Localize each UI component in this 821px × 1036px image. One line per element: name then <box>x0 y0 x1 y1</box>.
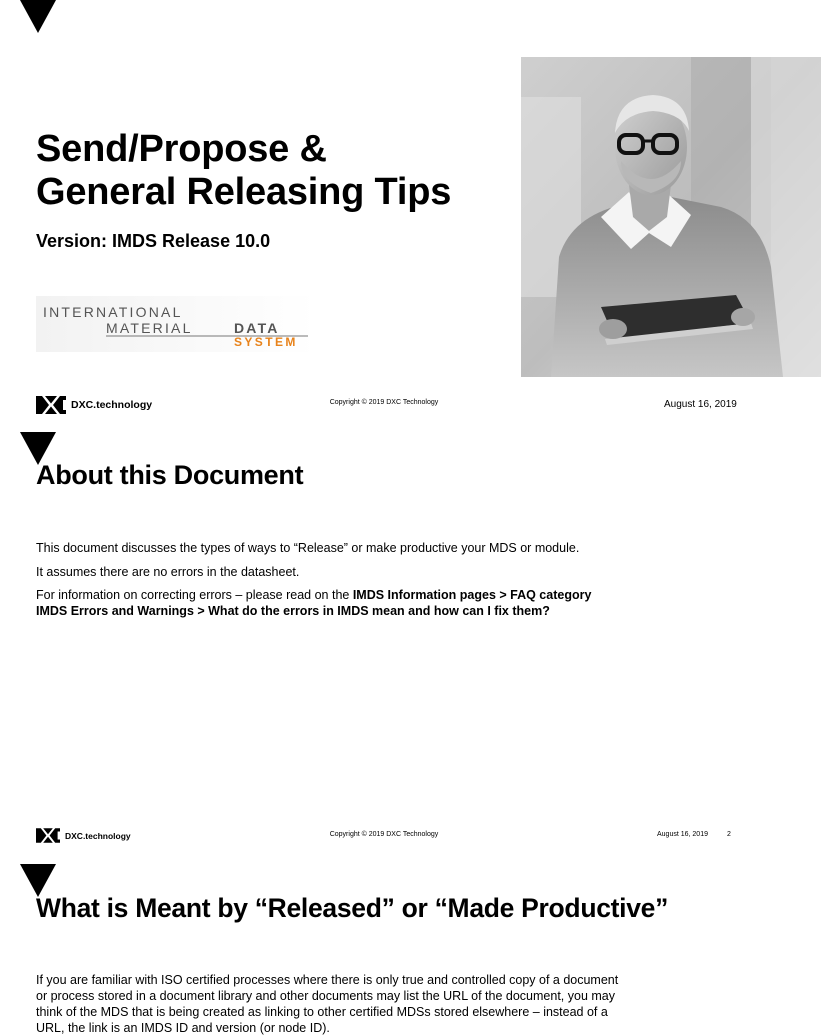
paragraph-1: This document discusses the types of ways to “Release” or make productive your MDS or module. <box>36 541 580 555</box>
title-line-2: General Releasing Tips <box>36 171 452 213</box>
slide-heading: What is Meant by “Released” or “Made Productive” <box>36 893 669 923</box>
logo-line-3: SYSTEM <box>234 335 298 349</box>
title-line-1: Send/Propose & <box>36 128 327 170</box>
paragraph-3 <box>36 587 606 619</box>
faq-path-link-text: IMDS Information pages > FAQ category IMDS Errors and Warnings > What do the errors in IMDS mean and how can I fix them? <box>36 588 592 618</box>
page-number: 2 <box>727 831 731 838</box>
copyright-text: Copyright © 2019 DXC Technology <box>329 831 439 838</box>
logo-line-2b: DATA <box>234 320 280 336</box>
version-label: Version: IMDS Release 10.0 <box>36 231 271 251</box>
released-slide <box>0 860 768 1035</box>
footer <box>0 396 768 418</box>
about-slide <box>0 428 768 860</box>
company-name: DXC.technology <box>65 830 131 841</box>
title-slide <box>0 0 768 428</box>
footer <box>0 828 768 850</box>
paragraph-1: If you are familiar with ISO certified processes where there is only true and controlled copy of a document or process stored in a document library and other documents may list the URL of the document, you may think of the MDS that is being created as linking to other certified MDSs stored elsewhere – instead of a URL, the link is an IMDS ID and version (or node ID). <box>36 973 619 1035</box>
paragraph-3-text: For information on correcting errors – please read on the <box>36 588 353 602</box>
footer-date: August 16, 2019 <box>664 399 737 410</box>
company-name: DXC.technology <box>71 399 153 411</box>
imds-logo <box>36 296 316 352</box>
document-title <box>36 128 451 214</box>
paragraph-2: It assumes there are no errors in the datasheet. <box>36 565 300 579</box>
triangle-marker-icon <box>20 0 56 33</box>
footer-date: August 16, 2019 <box>657 831 708 838</box>
slide-heading: About this Document <box>36 460 304 490</box>
logo-line-2a: MATERIAL <box>106 320 193 336</box>
copyright-text: Copyright © 2019 DXC Technology <box>329 399 439 406</box>
logo-line-1: INTERNATIONAL <box>43 304 183 320</box>
person-photo <box>521 57 821 377</box>
